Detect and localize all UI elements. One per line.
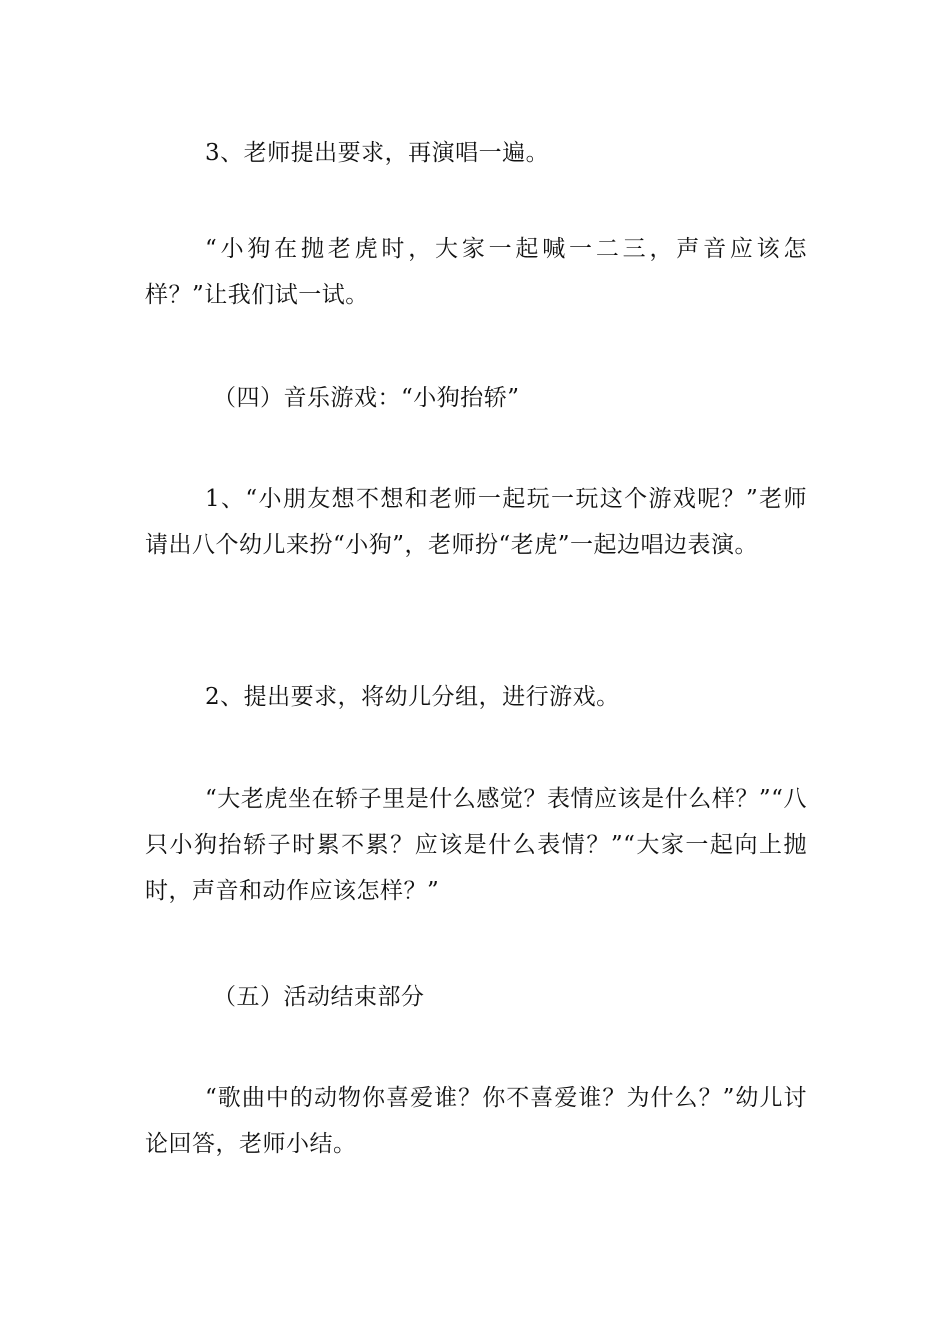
paragraph-step-1-game: 1、“小朋友想不想和老师一起玩一玩这个游戏呢？”老师请出八个幼儿来扮“小狗”，老师扮“老虎”一起边唱边表演。 bbox=[145, 486, 807, 558]
paragraph-closing-discussion: “歌曲中的动物你喜爱谁？你不喜爱谁？为什么？”幼儿讨论回答，老师小结。 bbox=[145, 1085, 807, 1157]
section-heading-activity-end: （五）活动结束部分 bbox=[213, 984, 425, 1010]
paragraph-tiger-toss-question: “小狗在抛老虎时，大家一起喊一二三，声音应该怎样？”让我们试一试。 bbox=[145, 236, 807, 308]
paragraph-step-3: 3、老师提出要求，再演唱一遍。 bbox=[205, 140, 550, 166]
paragraph-expression-questions: “大老虎坐在轿子里是什么感觉？表情应该是什么样？”“八只小狗抬轿子时累不累？应该是什么表情？”“大家一起向上抛时，声音和动作应该怎样？” bbox=[145, 786, 807, 904]
section-heading-music-game: （四）音乐游戏：“小狗抬轿” bbox=[213, 385, 520, 411]
paragraph-step-2-groups: 2、提出要求，将幼儿分组，进行游戏。 bbox=[205, 684, 620, 710]
